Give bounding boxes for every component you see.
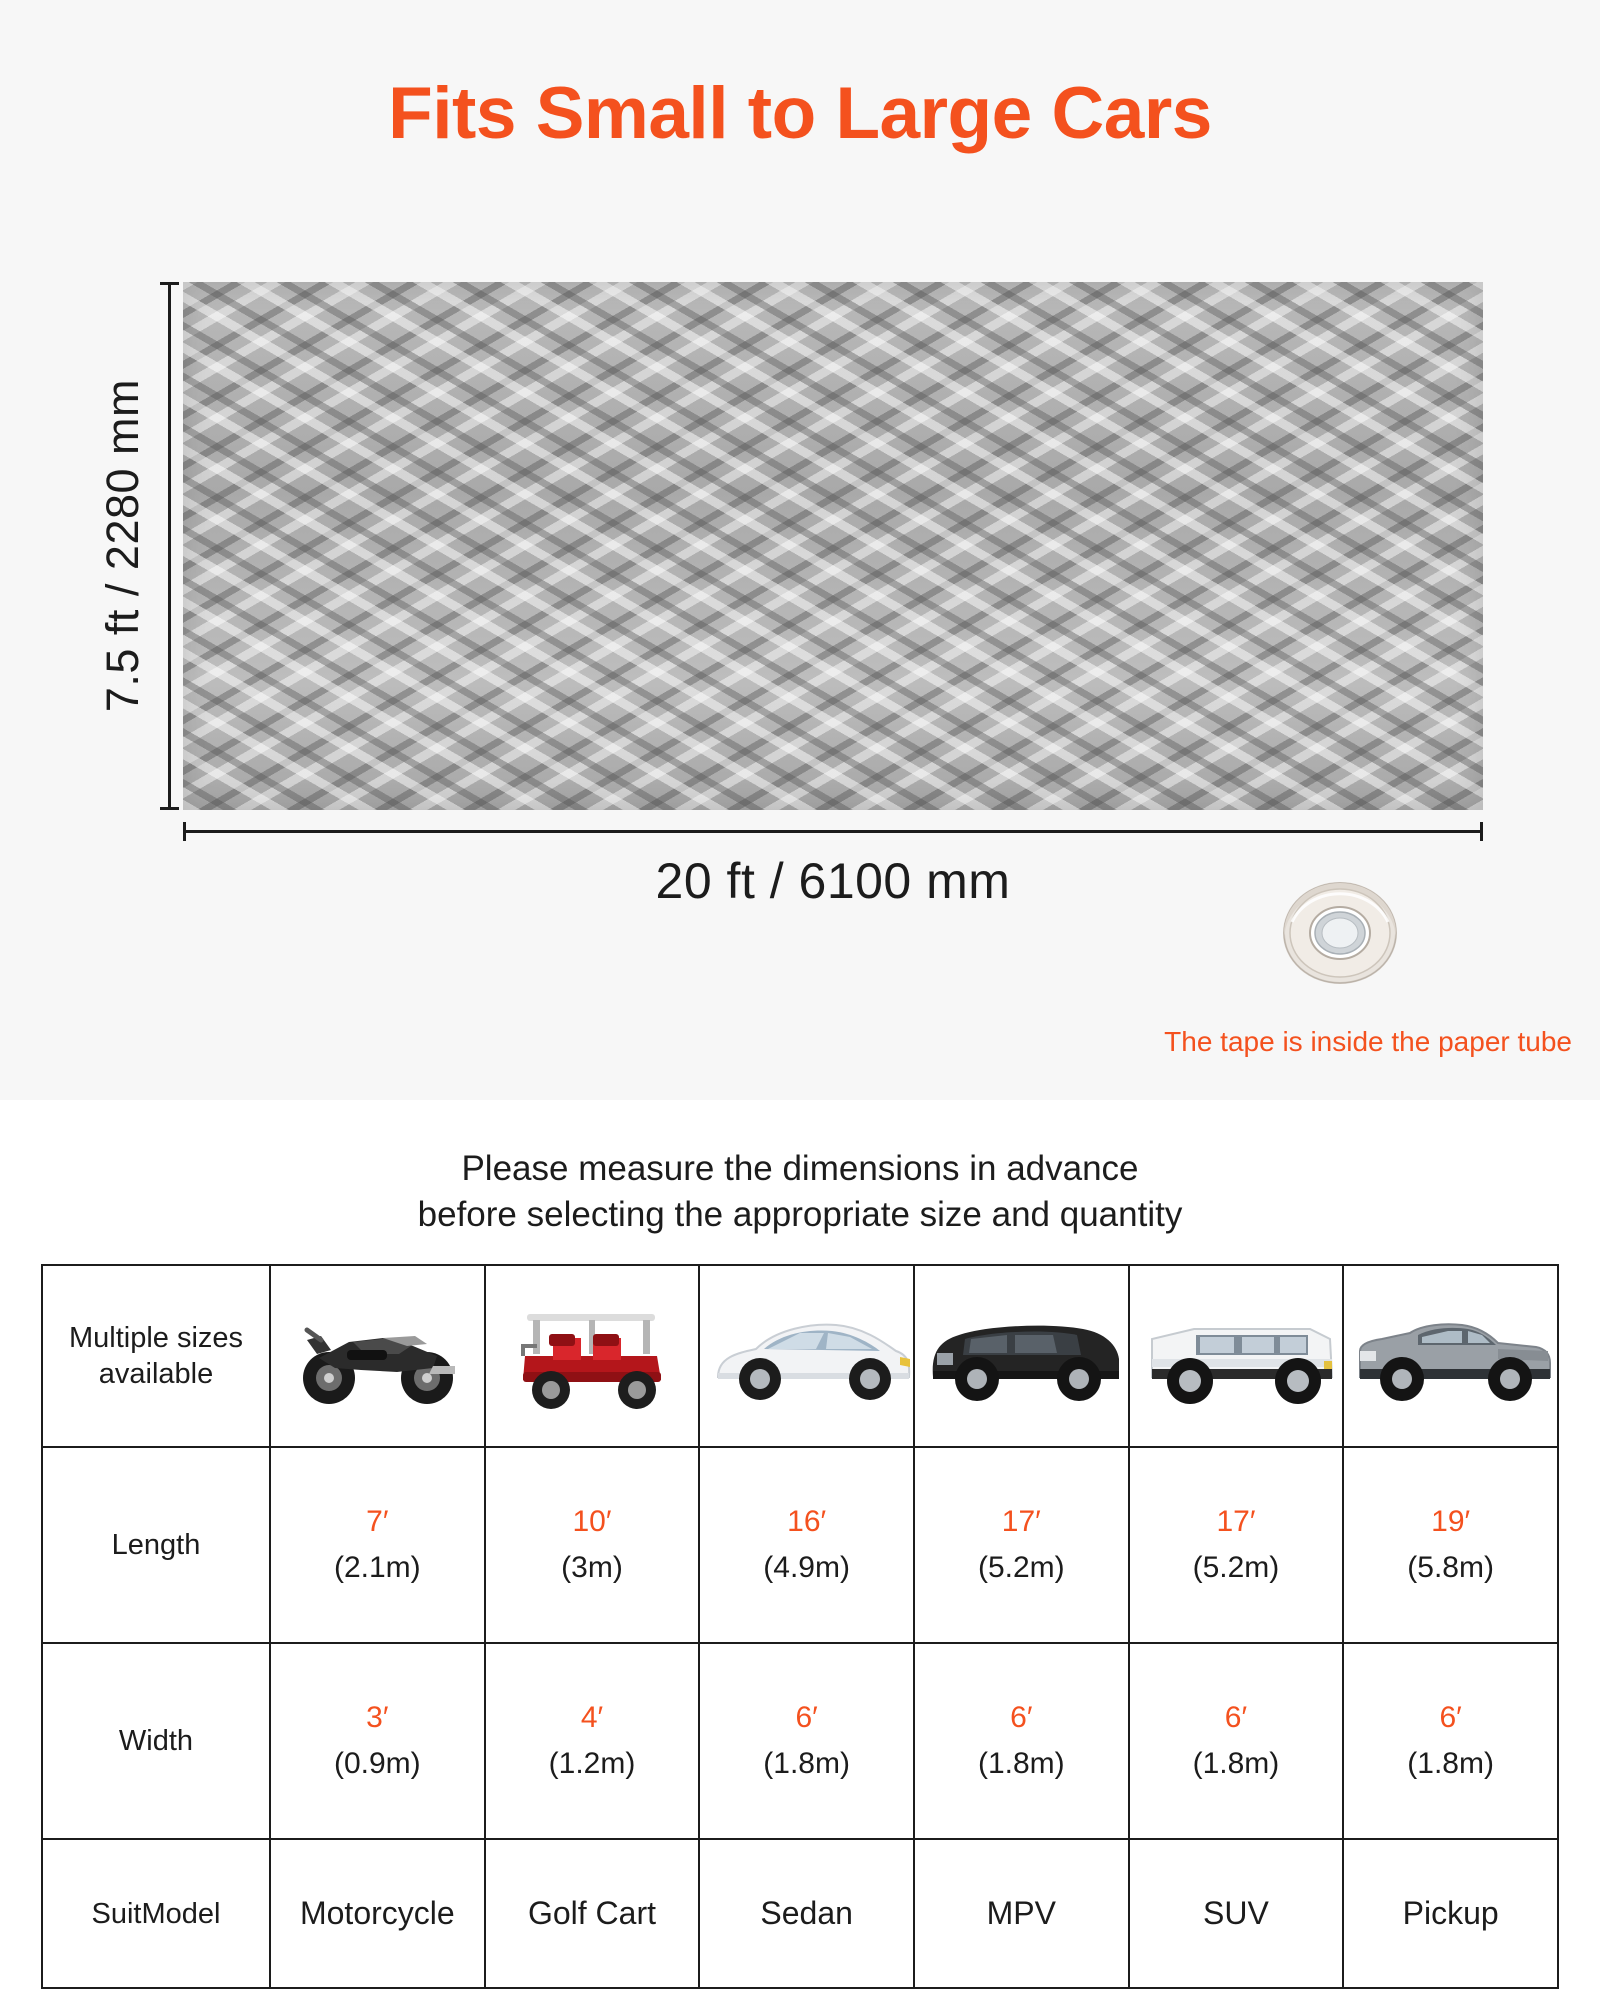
length-ft-golf-cart: 10′ [572, 1504, 612, 1538]
length-ft-sedan: 16′ [787, 1504, 827, 1538]
length-m-sedan: (4.9m) [763, 1551, 850, 1585]
tape-roll-icon [1272, 878, 1408, 988]
row-label-width: Width [42, 1643, 270, 1839]
width-ft-sedan: 6′ [795, 1700, 818, 1734]
height-caliper [160, 282, 178, 810]
length-cell-sedan [699, 1447, 914, 1643]
model-cell-mpv: MPV [914, 1839, 1129, 1988]
length-cell-motorcycle [270, 1447, 485, 1643]
length-ft-pickup: 19′ [1431, 1504, 1471, 1538]
caliper-bar-horizontal [183, 830, 1483, 833]
model-cell-sedan: Sedan [699, 1839, 914, 1988]
length-m-suv: (5.2m) [1192, 1551, 1280, 1585]
width-cell-golf-cart [485, 1643, 700, 1839]
suv-icon [1134, 1299, 1349, 1414]
caliper-cap-bottom [160, 807, 179, 810]
height-measure-text: 7.5 ft / 2280 mm [97, 379, 148, 713]
length-cell-golf-cart [485, 1447, 700, 1643]
measure-note-line1: Please measure the dimensions in advance [461, 1149, 1139, 1188]
width-m-sedan: (1.8m) [763, 1747, 850, 1781]
length-cell-mpv [914, 1447, 1129, 1643]
width-m-motorcycle: (0.9m) [333, 1747, 421, 1781]
table-row-length [42, 1447, 1558, 1643]
page-title: Fits Small to Large Cars [388, 73, 1212, 154]
diamond-plate-mat [183, 282, 1483, 810]
vehicle-cell-pickup [1343, 1265, 1558, 1447]
golf-cart-icon [497, 1294, 687, 1419]
width-ft-motorcycle: 3′ [366, 1700, 389, 1734]
vehicle-cell-suv [1129, 1265, 1344, 1447]
row-label-length: Length [42, 1447, 270, 1643]
row-label-vehicles: Multiple sizes available [42, 1265, 270, 1447]
length-cell-suv [1129, 1447, 1344, 1643]
width-cell-motorcycle [270, 1643, 485, 1839]
caliper-cap-right [1480, 822, 1483, 841]
measure-note-line2: before selecting the appropriate size and quantity [417, 1195, 1183, 1235]
length-m-motorcycle: (2.1m) [333, 1551, 421, 1585]
model-cell-motorcycle: Motorcycle [270, 1839, 485, 1988]
height-measure-label [78, 282, 168, 810]
vehicle-cell-sedan [699, 1265, 914, 1447]
specification-table [41, 1264, 1559, 1989]
mpv-icon [919, 1297, 1134, 1415]
width-ft-mpv: 6′ [1010, 1700, 1033, 1734]
width-ft-golf-cart: 4′ [580, 1700, 604, 1734]
length-ft-suv: 17′ [1216, 1504, 1256, 1538]
table-row-model [42, 1839, 1558, 1988]
width-cell-mpv [914, 1643, 1129, 1839]
width-m-pickup: (1.8m) [1407, 1747, 1494, 1781]
motorcycle-icon [287, 1296, 467, 1416]
model-cell-suv: SUV [1129, 1839, 1344, 1988]
vehicle-cell-golf-cart [485, 1265, 700, 1447]
length-ft-motorcycle: 7′ [366, 1504, 389, 1538]
vehicle-cell-mpv [914, 1265, 1129, 1447]
length-m-pickup: (5.8m) [1407, 1551, 1494, 1585]
table-row-width [42, 1643, 1558, 1839]
pickup-icon [1348, 1299, 1563, 1414]
table-row-vehicles [42, 1265, 1558, 1447]
width-m-suv: (1.8m) [1192, 1747, 1280, 1781]
vehicle-cell-motorcycle [270, 1265, 485, 1447]
width-ft-pickup: 6′ [1439, 1700, 1462, 1734]
length-m-golf-cart: (3m) [561, 1551, 623, 1585]
width-caliper [183, 822, 1483, 840]
length-ft-mpv: 17′ [1001, 1504, 1041, 1538]
measure-note [0, 1100, 1600, 1238]
width-cell-pickup [1343, 1643, 1558, 1839]
model-cell-pickup: Pickup [1343, 1839, 1558, 1988]
spec-panel [0, 1100, 1600, 2000]
tape-roll-svg [1272, 878, 1408, 988]
row-label-model: SuitModel [42, 1839, 270, 1988]
caliper-bar-vertical [168, 282, 171, 810]
tape-note: The tape is inside the paper tube [1164, 1026, 1572, 1057]
width-measure-text: 20 ft / 6100 mm [655, 853, 1011, 909]
width-m-mpv: (1.8m) [977, 1747, 1065, 1781]
width-ft-suv: 6′ [1224, 1700, 1248, 1734]
width-m-golf-cart: (1.2m) [548, 1747, 636, 1781]
length-m-mpv: (5.2m) [977, 1551, 1065, 1585]
width-cell-suv [1129, 1643, 1344, 1839]
width-cell-sedan [699, 1643, 914, 1839]
length-cell-pickup [1343, 1447, 1558, 1643]
sedan-icon [704, 1299, 919, 1414]
model-cell-golf-cart: Golf Cart [485, 1839, 700, 1988]
